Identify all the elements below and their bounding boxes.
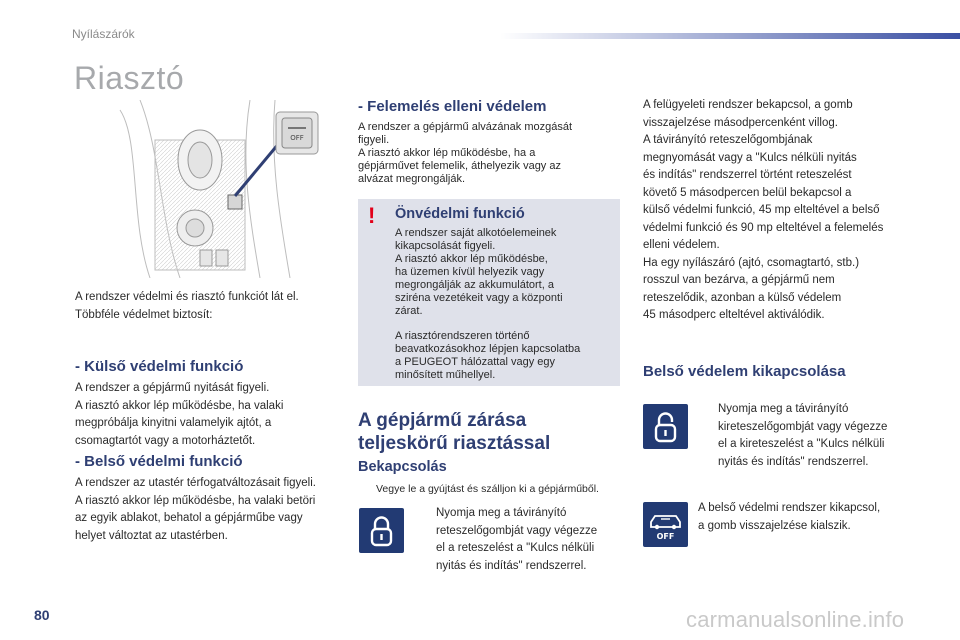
header-bar [500, 33, 960, 39]
external-text: A rendszer a gépjármű nyitását figyeli. A riasztó akkor lép működésbe, ha valaki megpróbálja kinyitni valamelyik ajtót, a csomagtartót vagy a motorháztetőt. [75, 382, 284, 447]
locking-heading: A gépjármű zárása teljeskörű riasztással [358, 410, 551, 454]
intro-text: A rendszer védelmi és riasztó funkciót lát el. Többféle védelmet biztosít: [75, 291, 299, 321]
activation-step-1: Vegye le a gyújtást és szálljon ki a gépjárműből. [376, 483, 599, 495]
monitoring-text: A felügyeleti rendszer bekapcsol, a gomb visszajelzése másodpercenként villog. A távirányító reteszelőgombjának megnyomását vagy a "Kulcs nélküli nyitás és indítás" rendszerrel történt reteszelést követő 5 másodpercen belül bekapcsol a külső védelmi funkció, 45 mp elteltével a belső védelmi funkció és 90 mp elteltével a felemelés elleni védelem. Ha egy nyílászáró (ajtó, csomagtartó, stb.) rosszul van bezárva, a gépjármű nem reteszelődik, azonban a külső védelem 45 másodperc elteltével aktiválódik. [643, 99, 884, 321]
external-heading: - Külső védelmi funkció [75, 358, 244, 375]
lock-icon [359, 508, 404, 553]
console-illustration [100, 100, 322, 278]
page-number: 80 [34, 607, 50, 623]
self-protection-heading: Önvédelmi funkció [395, 206, 525, 222]
disable-step: Nyomja meg a távirányító kireteszelőgombját vagy végezze el a kireteszelést a "Kulcs nélküli nyitás és indítás" rendszerrel. [718, 403, 888, 468]
warning-icon: ! [368, 203, 376, 228]
lifting-heading: - Felemelés elleni védelem [358, 98, 547, 115]
page-title: Riasztó [74, 60, 185, 96]
self-protection-note: A riasztórendszeren történő beavatkozásokhoz lépjen kapcsolatba a PEUGEOT hálózattal vagy egy minősített műhellyel. [395, 330, 581, 381]
internal-text: A rendszer az utastér térfogatváltozásait figyeli. A riasztó akkor lép működésbe, ha valaki betöri az egyik ablakot, behatol a gépjárműbe vagy helyet változtat az utastérben. [75, 477, 316, 542]
self-protection-box [358, 199, 620, 386]
car-alarm-off-icon [643, 502, 688, 547]
disable-heading: Belső védelem kikapcsolása [643, 363, 846, 380]
unlock-icon [643, 404, 688, 449]
self-protection-text: A rendszer saját alkotóelemeinek kikapcsolását figyeli. A riasztó akkor lép működésbe, ha üzemen kívül helyezik vagy megrongálják az akkumulátort, a sziréna vezetékeit vagy a központi zárat. [395, 227, 563, 317]
disable-result: A belső védelmi rendszer kikapcsol, a gomb visszajelzése kialszik. [698, 502, 881, 532]
section-header: Nyílászárók [72, 27, 135, 41]
off-button-label: OFF [290, 134, 304, 142]
svg-text:OFF: OFF [656, 532, 675, 541]
activation-heading: Bekapcsolás [358, 459, 447, 475]
lifting-text: A rendszer a gépjármű alvázának mozgását figyeli. A riasztó akkor lép működésbe, ha a gépjárművet felemelik, áthelyezik vagy az alvázat megrongálják. [358, 121, 573, 185]
watermark: carmanualsonline.info [686, 607, 905, 632]
internal-heading: - Belső védelmi funkció [75, 453, 243, 470]
activation-step-2: Nyomja meg a távirányító reteszelőgombját vagy végezze el a reteszelést a "Kulcs nélküli nyitás és indítás" rendszerrel. [436, 507, 598, 572]
